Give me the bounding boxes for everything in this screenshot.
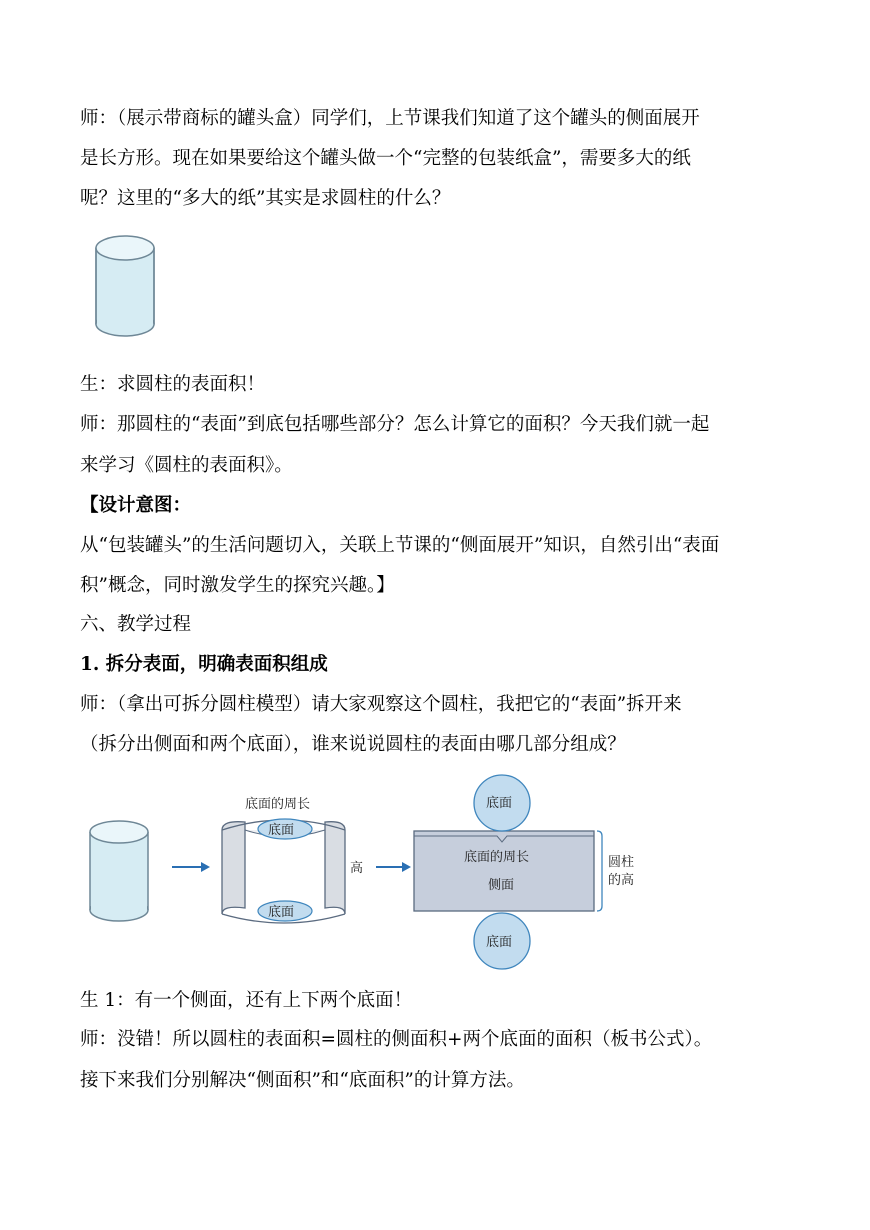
lateral-rectangle: [414, 831, 602, 911]
paragraph-line: 是长方形。现在如果要给这个罐头做一个“完整的包装纸盒”，需要多大的纸: [80, 148, 691, 169]
label-rect-perimeter: 底面的周长: [464, 850, 530, 865]
paragraph-line: 积”概念，同时激发学生的探究兴趣。】: [80, 575, 395, 596]
arrow-right-icon: [172, 862, 210, 872]
unfold-diagram: [90, 775, 602, 969]
paragraph-line: 生：求圆柱的表面积！: [80, 374, 266, 395]
paragraph-line: 呢？这里的“多大的纸”其实是求圆柱的什么？: [80, 188, 451, 209]
cylinder-figure-top: [96, 236, 154, 336]
paragraph-line: 从“包装罐头”的生活问题切入，关联上节课的“侧面展开”知识，自然引出“表面: [80, 535, 720, 556]
cylinder-small: [90, 821, 148, 921]
label-base-circle-top: 底面: [486, 796, 513, 811]
label-lateral: 侧面: [488, 878, 515, 893]
paragraph-line: 师：那圆柱的“表面”到底包括哪些部分？怎么计算它的面积？今天我们就一起: [80, 414, 710, 435]
label-base-top: 底面: [268, 823, 295, 838]
label-height: 高: [350, 861, 364, 876]
design-intent-heading: 【设计意图：: [80, 495, 192, 516]
section-heading: 六、教学过程: [80, 614, 192, 635]
label-base-circle-bottom: 底面: [486, 935, 513, 950]
label-base-bottom: 底面: [268, 905, 295, 920]
paragraph-line: 师：没错！所以圆柱的表面积=圆柱的侧面积+两个底面的面积（板书公式）。: [80, 1029, 713, 1050]
arrow-right-icon: [376, 862, 411, 872]
paragraph-line: （拆分出侧面和两个底面），谁来说说圆柱的表面由哪几部分组成？: [80, 734, 626, 755]
paragraph-line: 师：（展示带商标的罐头盒）同学们，上节课我们知道了这个罐头的侧面展开: [80, 108, 700, 129]
paragraph-line: 生 1：有一个侧面，还有上下两个底面！: [80, 990, 413, 1011]
label-base-perimeter: 底面的周长: [245, 797, 311, 812]
label-cylinder-height-2: 的高: [608, 873, 635, 888]
subsection-heading: 1. 拆分表面，明确表面积组成: [80, 654, 328, 675]
paragraph-line: 来学习《圆柱的表面积》。: [80, 455, 293, 476]
label-cylinder-height-1: 圆柱: [608, 855, 635, 870]
paragraph-line: 师：（拿出可拆分圆柱模型）请大家观察这个圆柱，我把它的“表面”拆开来: [80, 694, 682, 715]
paragraph-line: 接下来我们分别解决“侧面积”和“底面积”的计算方法。: [80, 1070, 525, 1091]
